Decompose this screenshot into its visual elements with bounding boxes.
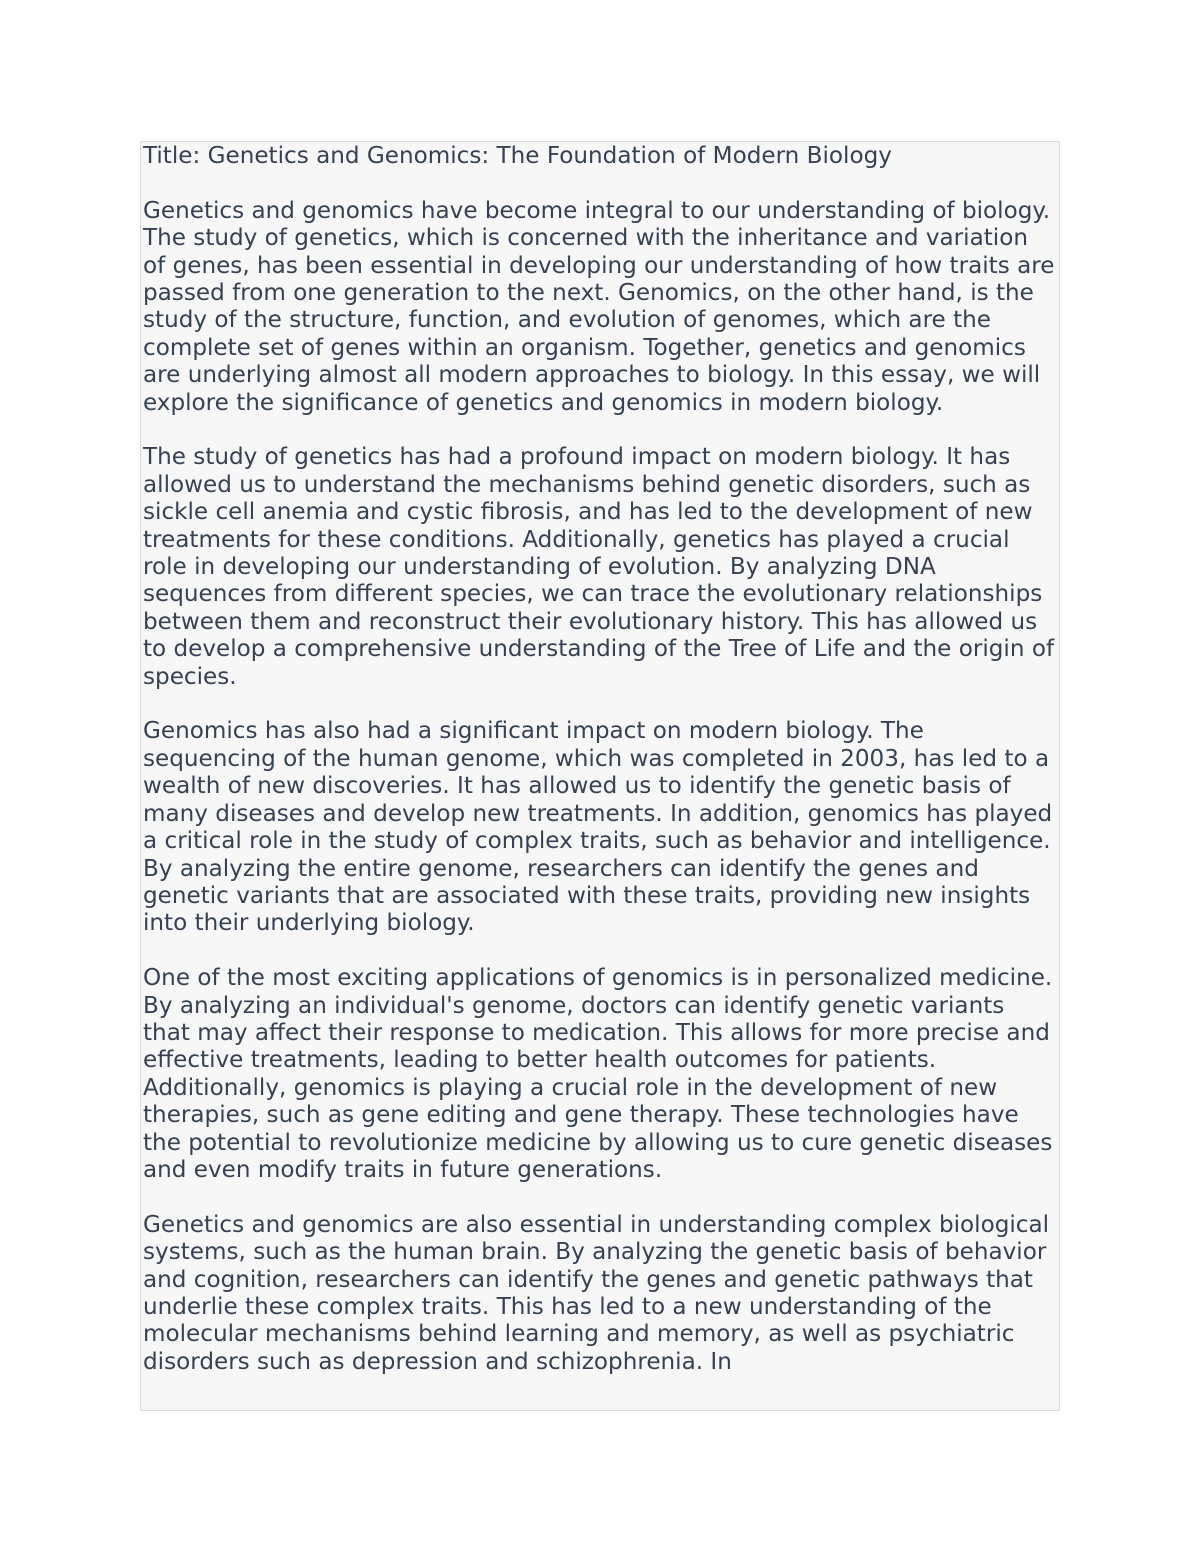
essay-paragraph-2: The study of genetics has had a profound impact on modern biology. It has allowed us to understand the mechanisms behind genetic disorders, such as sickle cell anemia and cystic fibrosis, and has led to the development of new treatments for these conditions. Additionally, genetics has played a crucial role in developing our understanding of evolution. By analyzing DNA sequences from different species, we can trace the evolutionary relationships between them and reconstruct their evolutionary history. This has allowed us to develop a comprehensive understanding of the Tree of Life and the origin of species. bbox=[143, 444, 1055, 690]
essay-paragraph-3: Genomics has also had a significant impact on modern biology. The sequencing of the human genome, which was completed in 2003, has led to a wealth of new discoveries. It has allowed us to identify the genetic basis of many diseases and develop new treatments. In addition, genomics has played a critical role in the study of complex traits, such as behavior and intelligence. By analyzing the entire genome, researchers can identify the genes and genetic variants that are associated with these traits, providing new insights into their underlying biology. bbox=[143, 718, 1053, 937]
essay-title: Title: Genetics and Genomics: The Foundation of Modern Biology bbox=[143, 143, 892, 169]
essay-text-box bbox=[140, 141, 1060, 1411]
essay-paragraph-5: Genetics and genomics are also essential in understanding complex biological systems, such as the human brain. By analyzing the genetic basis of behavior and cognition, researchers can identify the genes and genetic pathways that underlie these complex traits. This has led to a new understanding of the molecular mechanisms behind learning and memory, as well as psychiatric disorders such as depression and schizophrenia. In bbox=[143, 1211, 1050, 1375]
essay-paragraph-1: Genetics and genomics have become integral to our understanding of biology. The study of genetics, which is concerned with the inheritance and variation of genes, has been essential in developing our understanding of how traits are passed from one generation to the next. Genomics, on the other hand, is the study of the structure, function, and evolution of genomes, which are the complete set of genes within an organism. Together, genetics and genomics are underlying almost all modern approaches to biology. In this essay, we will explore the significance of genetics and genomics in modern biology. bbox=[143, 197, 1055, 416]
essay-paragraph-4: One of the most exciting applications of genomics is in personalized medicine. By analyzing an individual's genome, doctors can identify genetic variants that may affect their response to medication. This allows for more precise and effective treatments, leading to better health outcomes for patients. Additionally, genomics is playing a crucial role in the development of new therapies, such as gene editing and gene therapy. These technologies have the potential to revolutionize medicine by allowing us to cure genetic diseases and even modify traits in future generations. bbox=[143, 965, 1053, 1183]
